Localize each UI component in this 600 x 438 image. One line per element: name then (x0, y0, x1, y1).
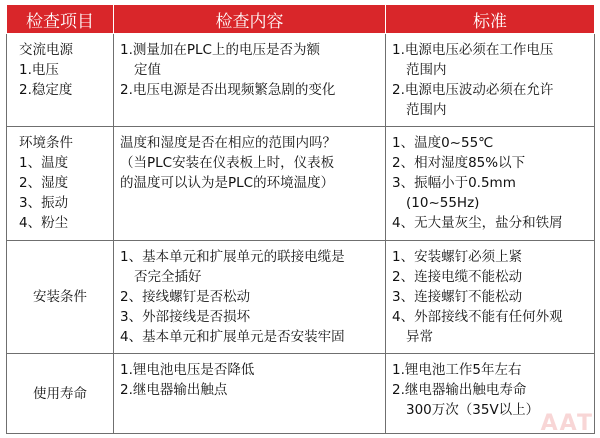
content-line: 1.测量加在PLC上的电压是否为额 (120, 42, 320, 58)
item-line: 1、温度 (19, 155, 69, 171)
table-row (7, 34, 595, 127)
item-line: 2、湿度 (19, 175, 69, 191)
item-line: 4、粉尘 (19, 215, 69, 231)
standard-line: 3、振幅小于0.5mm (392, 175, 516, 191)
standard-line: 范围内 (406, 102, 447, 118)
item-line: 3、振动 (19, 195, 69, 211)
item-line: 1.电压 (19, 62, 59, 78)
standard-line: 2、相对湿度85%以下 (392, 155, 526, 171)
standard-line: 2、连接电缆不能松动 (392, 269, 523, 285)
item-line: 使用寿命 (33, 385, 87, 402)
standard-line: 1.锂电池工作5年左右 (392, 362, 522, 378)
content-line: 否完全插好 (134, 269, 202, 285)
standard-line: 范围内 (406, 62, 447, 78)
item-line: 环境条件 (19, 135, 73, 151)
table-row (7, 241, 595, 354)
standard-line: 3、连接螺钉不能松动 (392, 289, 523, 305)
header-standard: 标准 (386, 5, 595, 34)
item-cell (7, 241, 114, 354)
content-line: 2.继电器输出触点 (120, 382, 228, 398)
table-row (7, 127, 595, 241)
item-cell (7, 127, 114, 241)
content-line: （当PLC安装在仪表板上时，仪表板 (120, 155, 335, 171)
content-line: 1.锂电池电压是否降低 (120, 362, 255, 378)
watermark-logo: AAT (540, 411, 594, 436)
content-line: 定值 (134, 62, 161, 78)
standard-line: 2.电源电压波动必须在允许 (392, 82, 554, 98)
item-cell (7, 34, 114, 127)
item-cell (7, 354, 114, 434)
table-row (7, 354, 595, 434)
inspection-table (6, 4, 595, 434)
content-cell (114, 127, 386, 241)
standard-cell (386, 34, 595, 127)
standard-line: 300万次（35V以上） (406, 402, 540, 418)
content-cell (114, 354, 386, 434)
header-row (7, 5, 595, 34)
item-line: 交流电源 (19, 42, 73, 58)
standard-line: (10~55Hz) (406, 195, 480, 211)
standard-line: 2.继电器输出触电寿命 (392, 382, 527, 398)
standard-line: 1、温度0~55℃ (392, 135, 494, 151)
content-cell (114, 241, 386, 354)
standard-cell (386, 127, 595, 241)
header-item: 检查项目 (7, 5, 114, 34)
standard-cell (386, 241, 595, 354)
content-line: 温度和湿度是否在相应的范围内吗？ (120, 135, 336, 151)
header-content: 检查内容 (114, 5, 386, 34)
standard-line: 异常 (406, 329, 433, 345)
standard-line: 1.电源电压必须在工作电压 (392, 42, 554, 58)
content-cell (114, 34, 386, 127)
content-line: 3、外部接线是否损坏 (120, 309, 251, 325)
item-line: 2.稳定度 (19, 82, 73, 98)
standard-line: 1、安装螺钉必须上紧 (392, 249, 523, 265)
content-line: 2、接线螺钉是否松动 (120, 289, 251, 305)
standard-line: 4、无大量灰尘，盐分和铁屑 (392, 215, 563, 231)
content-line: 2.电压电源是否出现频繁急剧的变化 (120, 82, 336, 98)
content-line: 的温度可以认为是PLC的环境温度） (120, 175, 335, 191)
content-line: 1、基本单元和扩展单元的联接电缆是 (120, 249, 345, 265)
standard-line: 4、外部接线不能有任何外观 (392, 309, 563, 325)
content-line: 4、基本单元和扩展单元是否安装牢固 (120, 329, 345, 345)
item-line: 安装条件 (33, 289, 87, 305)
